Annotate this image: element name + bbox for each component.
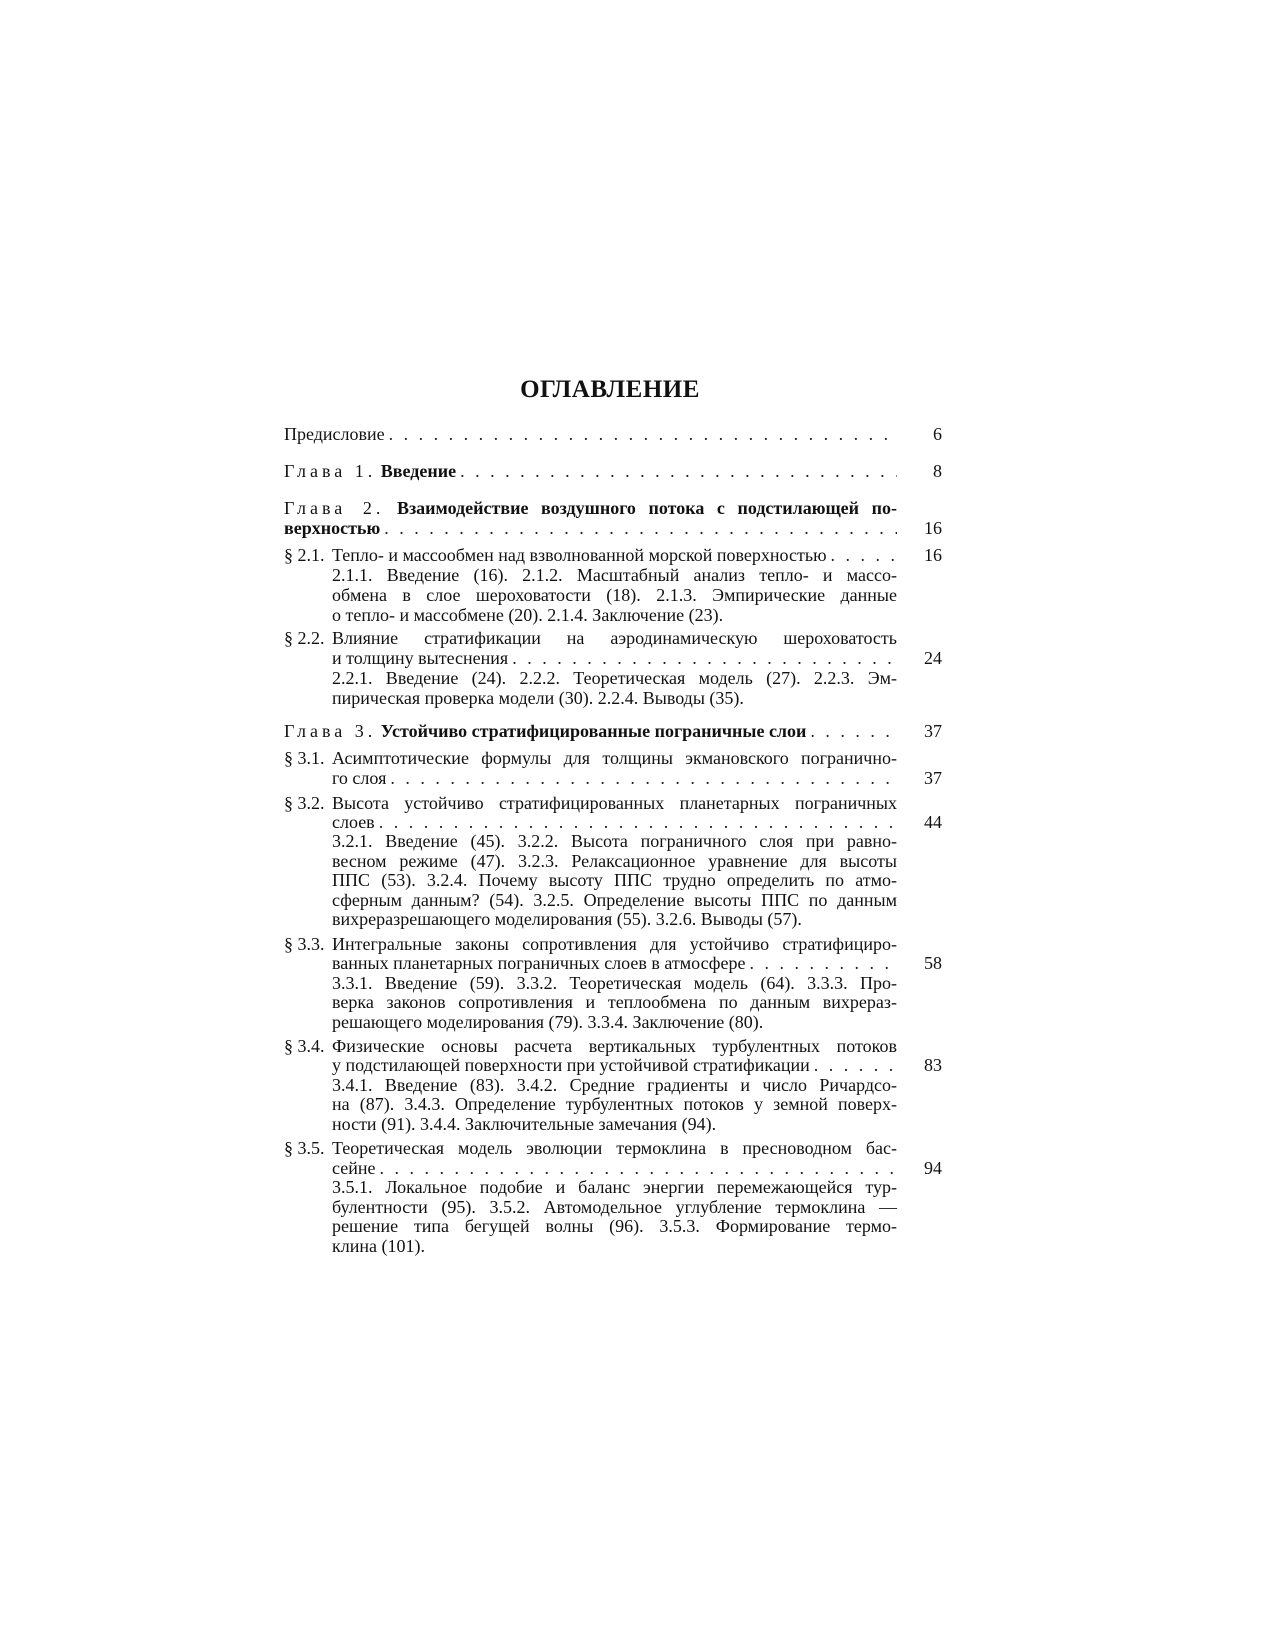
section-title-cont: и толщину вытеснения <box>332 648 509 668</box>
chapter-title: Введение <box>380 461 457 481</box>
section-number: § 3.2. <box>284 793 325 813</box>
toc-page-number: 58 <box>924 953 942 973</box>
section-number: § 3.3. <box>284 934 325 954</box>
leader-dots <box>831 544 897 566</box>
toc-entry-chapter-2[interactable] <box>284 497 942 519</box>
chapter-title-cont: верхностью <box>284 518 381 538</box>
subsection-line: решающего моделирования (79). 3.3.4. Заключение (80). <box>332 1012 764 1032</box>
toc-page-number: 83 <box>924 1055 942 1075</box>
subsection-line: 2.2.1. Введение (24). 2.2.2. Теоретическая модель (27). 2.2.3. Эм- <box>332 668 897 688</box>
toc-entry-2-2[interactable] <box>332 627 942 649</box>
toc-entry-2-1[interactable] <box>332 544 942 566</box>
subsection-line: 2.1.1. Введение (16). 2.1.2. Масштабный анализ тепло- и массо- <box>332 565 897 585</box>
subsection-line: булентности (95). 3.5.2. Автомодельное углубление термоклина — <box>332 1197 897 1217</box>
leader-dots <box>384 517 897 539</box>
subsection-line: обмена в слое шероховатости (18). 2.1.3. Эмпирические данные <box>332 585 897 605</box>
subsection-line: ППС (53). 3.2.4. Почему высоту ППС трудно определить по атмо- <box>332 870 897 890</box>
section-title: Интегральные законы сопротивления для устойчиво стратифициро- <box>332 934 897 954</box>
chapter-prefix: Глава 3. <box>284 721 377 741</box>
subsection-line: 3.5.1. Локальное подобие и баланс энергии перемежающейся тур- <box>332 1177 897 1197</box>
section-title: Влияние стратификации на аэродинамическую шероховатость <box>332 628 897 648</box>
toc-entry-3-4-cont[interactable] <box>332 1054 942 1076</box>
subsection-line: 3.4.1. Введение (83). 3.4.2. Средние градиенты и число Ричардсо- <box>332 1075 897 1095</box>
leader-dots <box>460 460 897 482</box>
section-title-cont: у подстилающей поверхности при устойчивой стратификации <box>332 1055 810 1075</box>
section-number: § 2.2. <box>284 628 325 648</box>
leader-dots <box>389 423 897 445</box>
toc-page-number: 6 <box>933 424 942 444</box>
subsection-line: на (87). 3.4.3. Определение турбулентных потоков у земной поверх- <box>332 1094 897 1114</box>
toc-entry-chapter-1[interactable] <box>284 460 942 482</box>
leader-dots <box>390 767 897 789</box>
subsection-line: сферным данным? (54). 3.2.5. Определение высоты ППС по данным <box>332 890 897 910</box>
toc-page-number: 16 <box>924 545 942 565</box>
section-number: § 3.4. <box>284 1036 325 1056</box>
subsection-line: вихреразрешающего моделирования (55). 3.2.6. Выводы (57). <box>332 909 802 929</box>
subsection-line: 3.3.1. Введение (59). 3.3.2. Теоретическая модель (64). 3.3.3. Про- <box>332 973 897 993</box>
toc-page-number: 8 <box>933 461 942 481</box>
leader-dots <box>810 720 897 742</box>
toc-page-number: 16 <box>924 518 942 538</box>
toc-entry-3-3-cont[interactable] <box>332 952 942 974</box>
subsection-line: пирическая проверка модели (30). 2.2.4. Выводы (35). <box>332 688 744 708</box>
toc-page-number: 44 <box>924 812 942 832</box>
section-title: Физические основы расчета вертикальных турбулентных потоков <box>332 1036 897 1056</box>
toc-page-number: 37 <box>924 768 942 788</box>
section-number: § 3.5. <box>284 1138 325 1158</box>
toc-entry-preface[interactable] <box>284 423 942 445</box>
toc-page-number: 24 <box>924 648 942 668</box>
subsection-line: 3.2.1. Введение (45). 3.2.2. Высота пограничного слоя при равно- <box>332 831 897 851</box>
toc-entry-2-2-cont[interactable] <box>332 647 942 669</box>
toc-entry-label: Предисловие <box>284 424 385 444</box>
section-title-cont: слоев <box>332 812 375 832</box>
subsection-line: клина (101). <box>332 1236 425 1256</box>
chapter-title: Взаимодействие воздушного потока с подстилающей по- <box>396 498 897 518</box>
toc-entry-3-1[interactable] <box>332 747 942 769</box>
chapter-title: Устойчиво стратифицированные пограничные слои <box>380 721 807 741</box>
toc-entry-chapter-3[interactable] <box>284 720 942 742</box>
section-title: Теоретическая модель эволюции термоклина в пресноводном бас- <box>332 1138 897 1158</box>
section-number: § 3.1. <box>284 748 325 768</box>
section-title-cont: го слоя <box>332 768 387 788</box>
subsection-line: ности (91). 3.4.4. Заключительные замечания (94). <box>332 1114 717 1134</box>
section-title: Асимптотические формулы для толщины экмановского погранично- <box>332 748 897 768</box>
chapter-prefix: Глава 2. <box>284 498 385 518</box>
leader-dots <box>512 647 897 669</box>
section-title-cont: сейне <box>332 1158 376 1178</box>
toc-page-number: 94 <box>924 1158 942 1178</box>
toc-entry-chapter-2-cont[interactable] <box>284 517 942 539</box>
section-title: Тепло- и массообмен над взволнованной морской поверхностью <box>332 545 827 565</box>
section-number: § 2.1. <box>284 545 325 565</box>
toc-entry-3-1-cont[interactable] <box>332 767 942 789</box>
toc-page-number: 37 <box>924 721 942 741</box>
chapter-prefix: Глава 1. <box>284 461 377 481</box>
section-title-cont: ванных планетарных пограничных слоев в атмосфере <box>332 953 746 973</box>
page-title: ОГЛАВЛЕНИЕ <box>520 376 700 403</box>
section-title: Высота устойчиво стратифицированных планетарных пограничных <box>332 793 897 813</box>
subsection-line: весном режиме (47). 3.2.3. Релаксационное уравнение для высоты <box>332 851 897 871</box>
leader-dots <box>749 952 897 974</box>
subsection-line: решение типа бегущей волны (96). 3.5.3. Формирование термо- <box>332 1216 897 1236</box>
toc-entry-3-5[interactable] <box>332 1137 942 1159</box>
subsection-line: верка законов сопротивления и теплообмена по данным вихрераз- <box>332 992 897 1012</box>
subsection-line: о тепло- и массобмене (20). 2.1.4. Заключение (23). <box>332 605 724 625</box>
leader-dots <box>814 1054 897 1076</box>
